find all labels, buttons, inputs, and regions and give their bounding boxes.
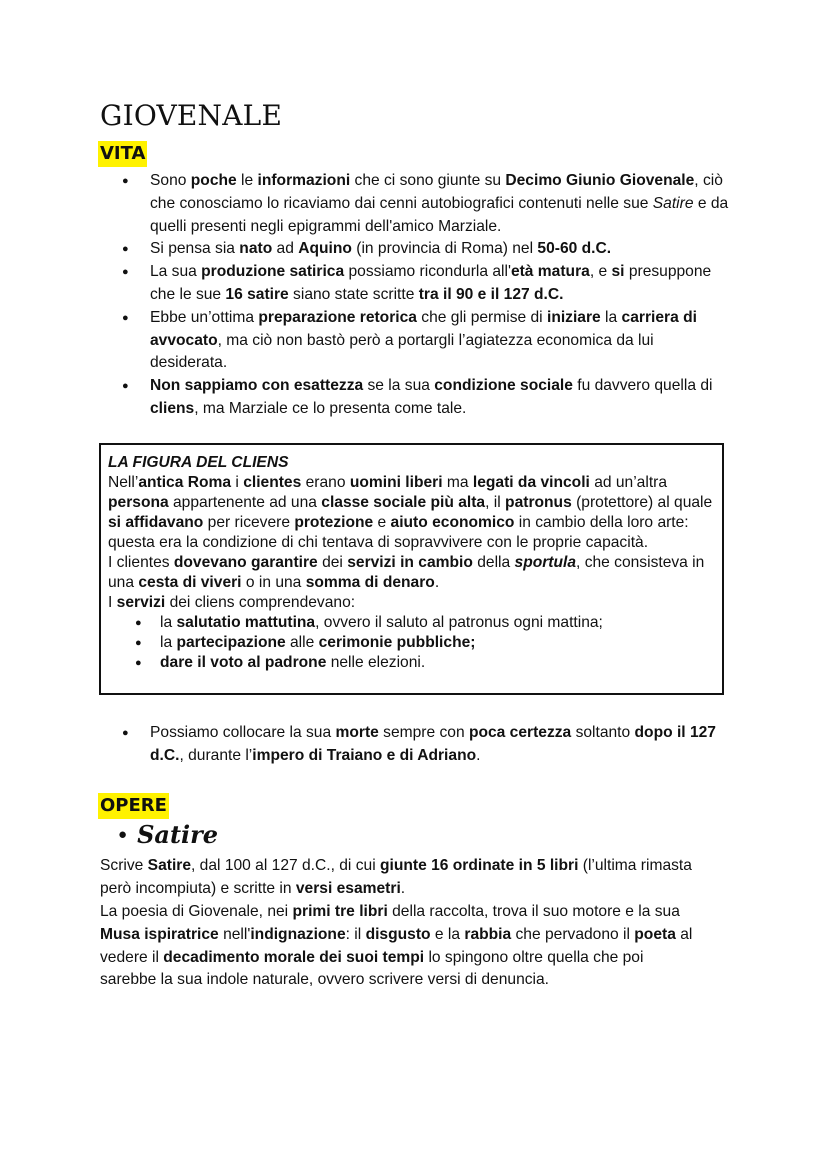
list-item: ● Si pensa sia nato ad Aquino (in provincia di Roma) nel 50-60 d.C. xyxy=(0,238,730,261)
list-item: ● Sono poche le informazioni che ci sono giunte su Decimo Giunio Giovenale, ciò che conosciamo lo ricaviamo dai cenni autobiografici contenuti nelle sue Satire e da quelli presenti negli epigrammi dell'amico Marziale. xyxy=(0,170,730,238)
list-item: ● la salutatio mattutina, ovvero il saluto al patronus ogni mattina; xyxy=(108,613,715,633)
list-item: ● La sua produzione satirica possiamo ricondurla all'età matura, e si presuppone che le sue 16 satire siano state scritte tra il 90 e il 127 d.C. xyxy=(0,261,730,307)
cliens-box xyxy=(99,443,724,695)
box-title: LA FIGURA DEL CLIENS xyxy=(108,454,289,471)
list-item: ● dare il voto al padrone nelle elezioni. xyxy=(108,653,715,673)
list-item: ● Ebbe un’ottima preparazione retorica che gli permise di iniziare la carriera di avvocato, ma ciò non bastò però a portargli l’agiatezza economica da lui desiderata. xyxy=(0,307,730,375)
services-list xyxy=(108,613,715,673)
list-item: ● la partecipazione alle cerimonie pubbliche; xyxy=(108,633,715,653)
bullet-icon: ● xyxy=(118,826,128,843)
opere-paragraph: La poesia di Giovenale, nei primi tre libri della raccolta, trova il suo motore e la sua Musa ispiratrice nell'indignazione: il disgusto e la rabbia che pervadono il poeta al vedere il decadimento morale dei suoi tempi lo spingono oltre quella che poi sarebbe la sua indole naturale, ovvero scrivere versi di denuncia. xyxy=(100,903,693,989)
section-heading-vita: VITA xyxy=(98,141,147,167)
opere-paragraph: Scrive Satire, dal 100 al 127 d.C., di cui giunte 16 ordinate in 5 libri (l’ultima rimasta però incompiuta) e scritte in versi esametri. xyxy=(100,857,692,897)
subtitle-text: Satire xyxy=(137,820,219,849)
list-item: ● Possiamo collocare la sua morte sempre con poca certezza soltanto dopo il 127 d.C., durante l’impero di Traiano e di Adriano. xyxy=(0,722,730,768)
death-list xyxy=(0,722,730,768)
box-paragraph: Nell’antica Roma i clientes erano uomini liberi ma legati da vincoli ad un’altra persona appartenente ad una classe sociale più alta, il patronus (protettore) al quale si affidavano per ricevere protezione e aiuto economico in cambio della loro arte: questa era la condizione di chi tentava di sopravvivere con le proprie capacità. xyxy=(108,474,713,551)
vita-list xyxy=(0,170,730,421)
box-paragraph: I clientes dovevano garantire dei servizi in cambio della sportula, che consisteva in una cesta di viveri o in una somma di denaro. xyxy=(108,554,705,591)
section-heading-opere: OPERE xyxy=(98,793,169,819)
page-title: GIOVENALE xyxy=(100,99,283,132)
subtitle-satire xyxy=(118,820,218,849)
list-item: ● Non sappiamo con esattezza se la sua condizione sociale fu davvero quella di cliens, ma Marziale ce lo presenta come tale. xyxy=(0,375,730,421)
box-paragraph: I servizi dei cliens comprendevano: xyxy=(108,594,356,611)
